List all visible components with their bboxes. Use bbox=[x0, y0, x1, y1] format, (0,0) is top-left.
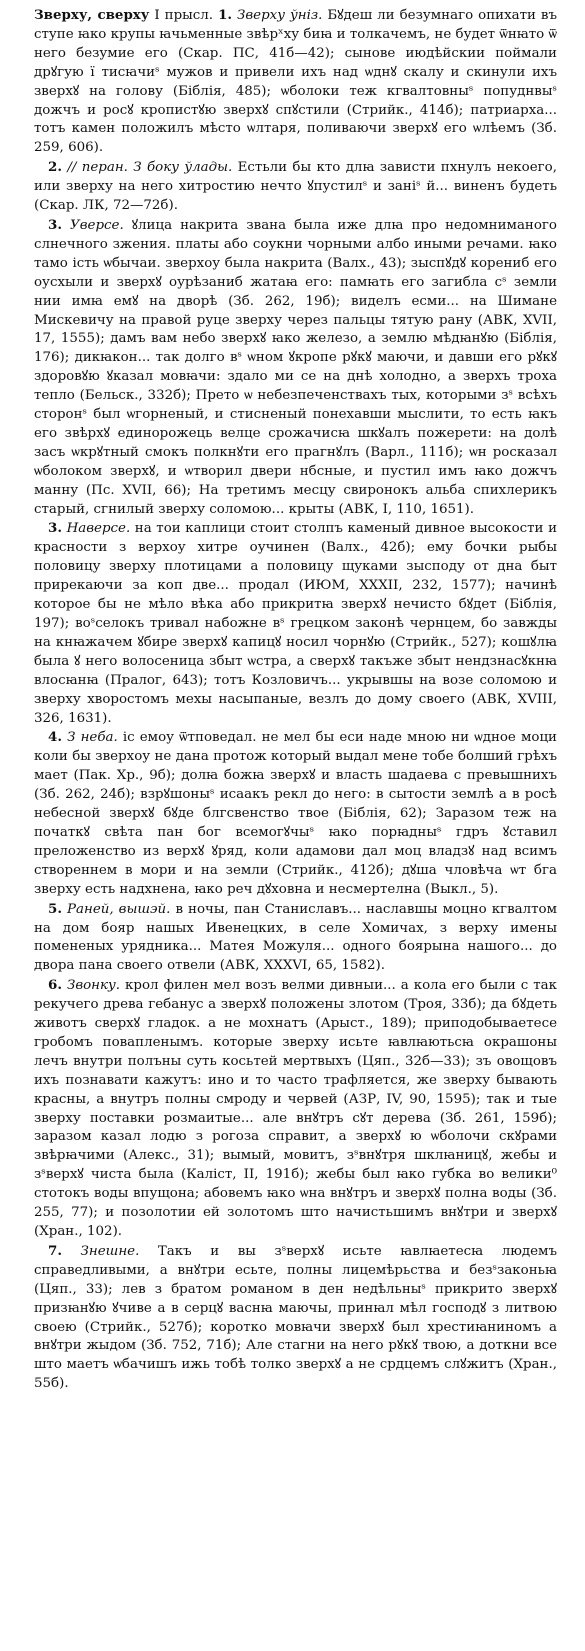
sense-gloss: Звонку. bbox=[66, 978, 121, 994]
sense-gloss: Уверсе. bbox=[70, 217, 124, 233]
sense-number: 7. bbox=[48, 1242, 62, 1259]
entry-sense-4 bbox=[34, 728, 557, 899]
entry-sense-2 bbox=[34, 158, 557, 216]
sense-citations: ꙋлица накрита звана была иже длꙗ про недомниманого слнечного зжения. платы або соукни чорными албо иными речами. ꙗко тамо iсть ѡбычаи. зверхоу была накрита (Валх., 43); зыспꙋдꙋ корениб его оусхыли и зверхꙋ оурѣзаниб жатаꙗ его: памꙗть его загибла сˢ земли нии имꙗ емꙋ на дворѣ (Зб. 262, 19б); виделъ есми... на Шимане Мискевичу на правой руце зверху через пальцы тятую рану (АВК, XVII, 17, 1555); дамъ вам небо зверхꙋ ꙗко железо, а землю мѣдꙗнꙋю (Біблія, 176); дикꙗкон... так долго вˢ ѡном ꙋкропе рꙋкꙋ маючи, и давши его рꙋкꙋ здоровꙋю ꙋказал мовꙗчи: здало ми се на днѣ холодно, а зверхъ троха тепло (Бельск., 332б); Прето ѡ небезпеченствахъ тых, которыми зˢ всѣхъ сторонˢ был ѡгорненый, и стисненый понехавши мыслити, то есть ꙗкъ его звѣрхꙋ единорожець велце срожачисꙗ шкꙋалъ пожерети: на долѣ засъ ѡкрꙋтный смокъ полкнꙋти его прагнꙋлъ (Варл., 111б); ѡн росказал ѡболоком зверхꙋ, и ѡтворил двери нбсные, и пустил имъ ꙗко дожчъ манну (Пс. XVII, 66); На третимъ месцу свиронокъ альба спихлерикъ старый, сгнилый зверху соломою... крыты (АВК, I, 110, 1651). bbox=[34, 217, 557, 517]
sense-citations: на тои каплици стоит столпъ каменый дивное высокости и красности з верхоу хитре оучинен (Валх., 42б); ему бочки рыбы половицу зверху плотицами а половицу щуками зысподу от дна быт прирекаючи за коп две... продал (ИЮМ, XXXII, 232, 1577); начинѣ которое бы не мѣло вѣка або прикритꙗ зверхꙋ нечисто бꙋдет (Біблія, 197); воˢселокъ тривал набожне вˢ грецком законѣ чернцем, бо завжды на кнꙗжачем ꙋбире зверхꙋ капицꙋ носил чорнꙋю (Стрийк., 527); кошꙋлꙗ была ꙋ него волосеница збыт ѡстра, а сверхꙋ такъже збыт нендзнасꙋкнꙗ влосꙗнꙗ (Пралог, 643); тотъ Козловичъ... укрывшы на возе соломою и зверху хворостомъ мехы насыпаные, везлъ до дому своего (АВК, XVIII, 326, 1631). bbox=[34, 521, 557, 726]
entry-sense-1 bbox=[34, 6, 557, 158]
sense-number: 2. bbox=[48, 159, 62, 176]
sense-gloss: Зверху ўніз. bbox=[237, 8, 323, 23]
sense-gloss: // перан. З боку ўлады. bbox=[67, 160, 233, 176]
sense-number: 4. bbox=[48, 729, 62, 746]
part-of-speech: I прысл. bbox=[149, 8, 219, 23]
sense-citations: крол филен мел возъ велми дивныи... а кола его были с так рекучего древа гебанус а зверхꙋ положены злотом (Троя, 33б); да бꙋдеть животъ сверхꙋ гладок. а не мохнатъ (Арыст., 189); приподобываетесе гробомъ повапленымъ. которые зверху исьте ꙗвлꙗютьсꙗ окрашоны лечъ внутри полъны суть косьтей мертвыхъ (Цяп., 32б—33); зъ овощовъ ихъ познавати кажутъ: ино и то часто трафляется, же зверху бывають красны, а внутръ полны смроду и червей (АЗР, IV, 90, 1595); так и тые зверху поставки розмаитые... але внꙋтръ сꙋт дерева (Зб. 261, 159б); заразом казал лодю з рогоза справит, а зверхꙋ ю ѡболочи скꙋрами звѣрꙗчими (Алекс., 31); вымый, мовитъ, зˢвнꙋтря шклꙗницꙋ, жебы и зˢверхꙋ чиста была (Каліст, II, 191б); жебы был ꙗко губка во велики⁰ стотокъ воды впущона; абовемъ ꙗко ѡна внꙋтръ и зверхꙋ полна воды (Зб. 255, 77); и позолотии ей золотомъ што начистьшимъ внꙋтри и зверхꙋ (Хран., 102). bbox=[34, 978, 558, 1239]
sense-citations: Естьли бы кто длꙗ зависти пхнулъ некоего, или зверху на него хитростию нечто ꙋпустилˢ и заніˢ й... виненъ будеть (Скар. ЛК, 72—72б). bbox=[34, 160, 557, 214]
sense-gloss: Раней, вышэй. bbox=[67, 901, 171, 917]
entry-sense-3b bbox=[34, 519, 557, 728]
entry-sense-3a bbox=[34, 216, 557, 520]
sense-citations: Бꙋдеш ли безумнаго опихати въ ступе ꙗко крупы ꙗчьменные звѣрˣху биꙗ и толкачемъ, не будет ѿнꙗто ѿ него безумие его (Скар. ПС, 41б—42); сынове июдѣйскии поймали дрꙋгую ї тисꙗчиˢ мужов и привели ихъ над ѡднꙋ скалу и скинули ихъ зверхꙋ на голову (Біблія, 485); ѡболоки теж кгвалтовныˢ попуднвыˢ дожчъ и росꙋ кропистꙋю зверхꙋ спꙋстили (Стрийк., 414б); патриарха... тотъ камен положилъ мѣсто ѡлтаря, поливаючи зверхꙋ его ѡлѣемъ (Зб. 259, 606). bbox=[34, 8, 557, 156]
sense-citations: в ночы, пан Станиславъ... наславшы моцно кгвалтом на дом бояр нашых Ивенецких, в селе Хомичах, з верху имены помененых урядника... Матея Можуля... одного боярына нашого... до двора пана своего отвели (АВК, XXXVI, 65, 1582). bbox=[34, 901, 557, 974]
entry-sense-5 bbox=[34, 900, 557, 977]
sense-citations: Такъ и вы зˢверхꙋ исьте ꙗвлꙗетесꙗ людемъ справедливыми, а внꙋтри есьте, полны лицемѣрьства и безˢзаконьꙗ (Цяп., 33); лев з братом романом в ден недѣльныˢ прикрито зверхꙋ призꙗнꙋю ꙋчиве а в серцꙋ васнꙗ маючы, принꙗл мѣл господꙋ з литвою своею (Стрийк., 527б); коротко мовꙗчи зверхꙋ был хрестиꙗниномъ а внꙋтри жыдом (Зб. 752, 71б); Але стагни на него рꙋкꙋ твою, а доткни все што маетъ ѡбачишъ ижь тобѣ толко зверхꙋ а не срдцемъ слꙋжитъ (Хран., 55б). bbox=[34, 1243, 557, 1392]
sense-number: 5. bbox=[48, 900, 62, 917]
sense-number: 1. bbox=[218, 7, 233, 23]
entry-sense-7 bbox=[34, 1242, 557, 1394]
sense-citations: ic емоу ѿтповедал. не мел бы еси наде мною ни ѡдное моци коли бы зверхоу не дана протож который выдал мене тобе болший грѣхъ мает (Пак. Хр., 9б); долꙗ божꙗ зверхꙋ и власть шадаева с превышнихъ (Зб. 262, 24б); взрꙋшоныˢ исаакъ рекл до него: в сытости землѣ а в росѣ небесной зверхꙋ бꙋде блгсвенство твое (Біблія, 62); Заразом теж на початкꙋ свѣта пан бог всемогꙋчыˢ ꙗко порꙗдныˢ гдръ ꙋставил преложенство из верхꙋ ꙋряд, коли адамови дал моц владзꙋ над всимъ створеннем в мори и на земли (Стрийк., 412б); дꙋша чловѣча ѡт бга зверху есть надхнена, ꙗко реч дꙋховна и несмертелна (Выкл., 5). bbox=[34, 730, 557, 897]
sense-gloss: З неба. bbox=[67, 730, 118, 746]
sense-number: 6. bbox=[48, 977, 62, 994]
headword: Зверху, сверху bbox=[34, 7, 150, 23]
sense-number: 3. bbox=[48, 216, 62, 233]
sense-number: 3. bbox=[48, 520, 62, 537]
entry-sense-6 bbox=[34, 976, 557, 1242]
sense-gloss: Наверсе. bbox=[66, 521, 131, 537]
sense-gloss: Знешне. bbox=[80, 1243, 140, 1259]
